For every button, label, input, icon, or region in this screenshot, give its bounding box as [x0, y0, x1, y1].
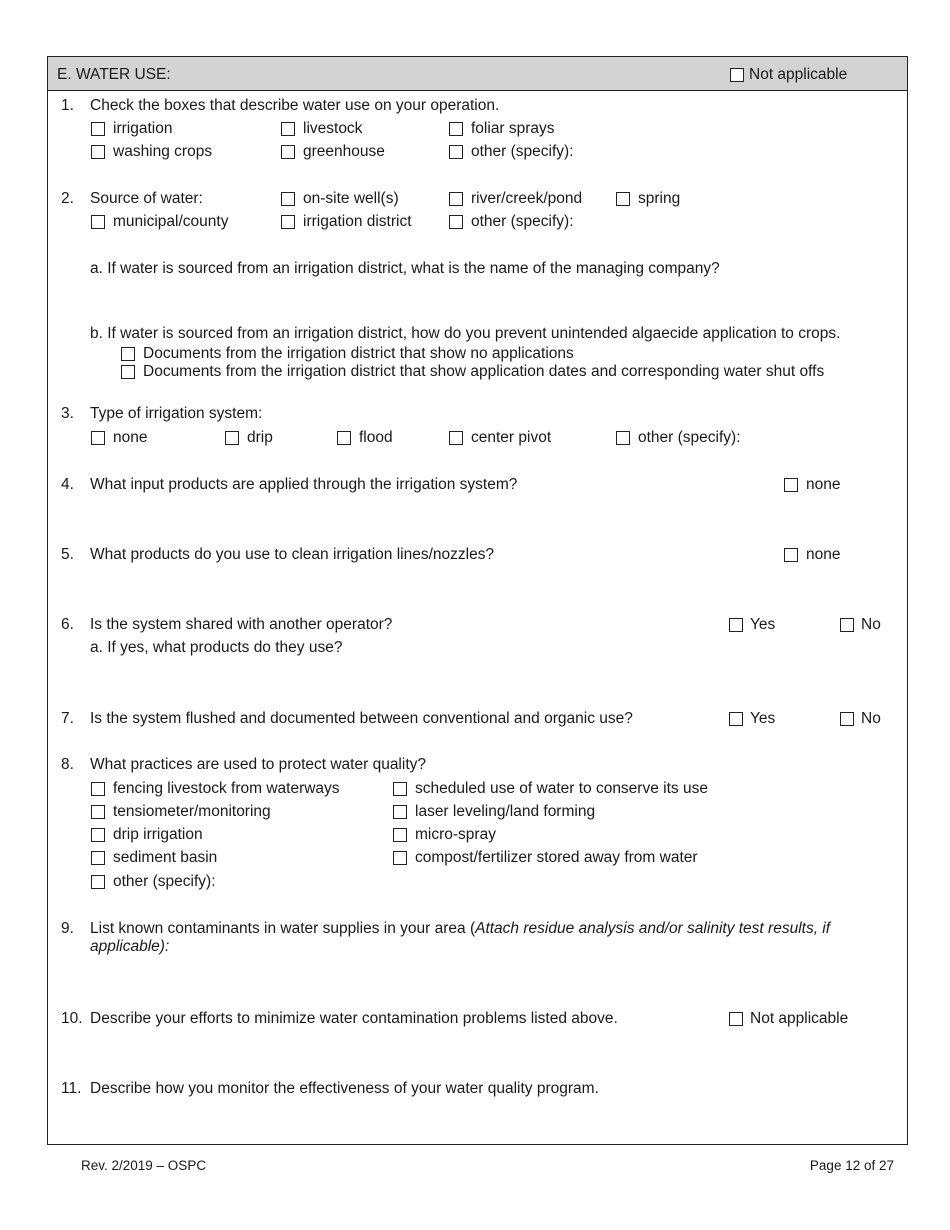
- q3-none-checkbox[interactable]: [91, 431, 105, 445]
- q10-not-applicable-label: Not applicable: [750, 1010, 849, 1027]
- q1-washing-crops-checkbox[interactable]: [91, 145, 105, 159]
- q1-foliar-sprays-checkbox[interactable]: [449, 122, 463, 136]
- q8-micro-spray-label: micro-spray: [415, 826, 496, 843]
- q2b-no-applications-checkbox[interactable]: [121, 347, 135, 361]
- q1-other-label: other (specify):: [471, 143, 574, 160]
- q2b-no-applications-label: Documents from the irrigation district that show no applications: [143, 345, 574, 362]
- q8-drip-irrigation-checkbox[interactable]: [91, 828, 105, 842]
- q6-no-label: No: [861, 616, 881, 633]
- q1-irrigation-label: irrigation: [113, 120, 173, 137]
- q8-drip-irrigation-label: drip irrigation: [113, 826, 203, 843]
- q2-other-checkbox[interactable]: [449, 215, 463, 229]
- q9-text: List known contaminants in water supplies in your area (: [90, 920, 476, 937]
- q9-note-line1: Attach residue analysis and/or salinity test results, if: [475, 920, 831, 937]
- q4-none-checkbox[interactable]: [784, 478, 798, 492]
- q11-number: 11.: [61, 1080, 82, 1097]
- q1-washing-crops-label: washing crops: [113, 143, 213, 160]
- q7-text: Is the system flushed and documented between conventional and organic use?: [90, 710, 633, 727]
- q1-livestock-checkbox[interactable]: [281, 122, 295, 136]
- q7-no-label: No: [861, 710, 881, 727]
- q1-foliar-sprays-label: foliar sprays: [471, 120, 555, 137]
- q10-number: 10.: [61, 1010, 83, 1027]
- q11-text: Describe how you monitor the effectiveness of your water quality program.: [90, 1080, 599, 1097]
- q1-greenhouse-checkbox[interactable]: [281, 145, 295, 159]
- q8-micro-spray-checkbox[interactable]: [393, 828, 407, 842]
- q7-yes-label: Yes: [750, 710, 776, 727]
- footer-revision: Rev. 2/2019 – OSPC: [81, 1158, 207, 1173]
- q3-center-pivot-label: center pivot: [471, 429, 552, 446]
- q6-text: Is the system shared with another operator?: [90, 616, 393, 633]
- q7-yes-checkbox[interactable]: [729, 712, 743, 726]
- q2-well-checkbox[interactable]: [281, 192, 295, 206]
- q8-other-label: other (specify):: [113, 873, 216, 890]
- q2b-text: b. If water is sourced from an irrigation district, how do you prevent unintended algaecide application to crops.: [90, 325, 841, 342]
- q9-text-line1: [90, 920, 830, 938]
- q6a-text: a. If yes, what products do they use?: [90, 639, 343, 656]
- q5-text: What products do you use to clean irrigation lines/nozzles?: [90, 546, 495, 563]
- q10-text: Describe your efforts to minimize water contamination problems listed above.: [90, 1010, 618, 1027]
- q8-scheduled-use-checkbox[interactable]: [393, 782, 407, 796]
- section-not-applicable-label: Not applicable: [749, 66, 848, 83]
- q4-number: 4.: [61, 476, 74, 493]
- q6-no-checkbox[interactable]: [840, 618, 854, 632]
- q8-fencing-label: fencing livestock from waterways: [113, 780, 340, 797]
- q2-municipal-label: municipal/county: [113, 213, 229, 230]
- q8-sediment-basin-checkbox[interactable]: [91, 851, 105, 865]
- q5-none-checkbox[interactable]: [784, 548, 798, 562]
- q1-irrigation-checkbox[interactable]: [91, 122, 105, 136]
- q8-laser-leveling-checkbox[interactable]: [393, 805, 407, 819]
- q8-compost-label: compost/fertilizer stored away from water: [415, 849, 698, 866]
- q8-fencing-checkbox[interactable]: [91, 782, 105, 796]
- q8-compost-checkbox[interactable]: [393, 851, 407, 865]
- q3-drip-checkbox[interactable]: [225, 431, 239, 445]
- q8-text: What practices are used to protect water quality?: [90, 756, 426, 773]
- q5-number: 5.: [61, 546, 74, 563]
- q3-center-pivot-checkbox[interactable]: [449, 431, 463, 445]
- q8-tensiometer-checkbox[interactable]: [91, 805, 105, 819]
- q2-other-label: other (specify):: [471, 213, 574, 230]
- q3-none-label: none: [113, 429, 148, 446]
- q6-yes-label: Yes: [750, 616, 776, 633]
- q7-no-checkbox[interactable]: [840, 712, 854, 726]
- q2a-text: a. If water is sourced from an irrigation district, what is the name of the managing company?: [90, 260, 720, 277]
- q2-text: Source of water:: [90, 190, 203, 207]
- q3-number: 3.: [61, 405, 74, 422]
- q1-text: Check the boxes that describe water use on your operation.: [90, 97, 500, 114]
- q2-number: 2.: [61, 190, 74, 207]
- footer-page-number: Page 12 of 27: [809, 1158, 894, 1173]
- q1-greenhouse-label: greenhouse: [303, 143, 385, 160]
- q9-note-line2: applicable):: [90, 938, 170, 955]
- q9-number: 9.: [61, 920, 74, 937]
- q3-other-label: other (specify):: [638, 429, 741, 446]
- q2-river-checkbox[interactable]: [449, 192, 463, 206]
- q8-scheduled-use-label: scheduled use of water to conserve its use: [415, 780, 708, 797]
- q3-other-checkbox[interactable]: [616, 431, 630, 445]
- q1-livestock-label: livestock: [303, 120, 363, 137]
- q3-drip-label: drip: [247, 429, 273, 446]
- q2-municipal-checkbox[interactable]: [91, 215, 105, 229]
- q7-number: 7.: [61, 710, 74, 727]
- q8-laser-leveling-label: laser leveling/land forming: [415, 803, 596, 820]
- q2-irrigation-district-label: irrigation district: [303, 213, 412, 230]
- q4-none-label: none: [806, 476, 841, 493]
- q8-number: 8.: [61, 756, 74, 773]
- q8-other-checkbox[interactable]: [91, 875, 105, 889]
- q8-sediment-basin-label: sediment basin: [113, 849, 218, 866]
- q2b-application-dates-label: Documents from the irrigation district that show application dates and corresponding water shut offs: [143, 363, 825, 380]
- section-not-applicable-checkbox[interactable]: [730, 68, 744, 82]
- q2-irrigation-district-checkbox[interactable]: [281, 215, 295, 229]
- q2-spring-checkbox[interactable]: [616, 192, 630, 206]
- q1-number: 1.: [61, 97, 74, 114]
- q8-tensiometer-label: tensiometer/monitoring: [113, 803, 271, 820]
- q3-text: Type of irrigation system:: [90, 405, 263, 422]
- q6-number: 6.: [61, 616, 74, 633]
- q4-text: What input products are applied through the irrigation system?: [90, 476, 518, 493]
- q2-well-label: on-site well(s): [303, 190, 399, 207]
- section-header: [48, 57, 907, 91]
- q6-yes-checkbox[interactable]: [729, 618, 743, 632]
- q2-spring-label: spring: [638, 190, 681, 207]
- q10-not-applicable-checkbox[interactable]: [729, 1012, 743, 1026]
- q3-flood-label: flood: [359, 429, 393, 446]
- section-title: E. WATER USE:: [57, 66, 171, 83]
- q2b-application-dates-checkbox[interactable]: [121, 365, 135, 379]
- q2-river-label: river/creek/pond: [471, 190, 583, 207]
- q5-none-label: none: [806, 546, 841, 563]
- q1-other-checkbox[interactable]: [449, 145, 463, 159]
- q3-flood-checkbox[interactable]: [337, 431, 351, 445]
